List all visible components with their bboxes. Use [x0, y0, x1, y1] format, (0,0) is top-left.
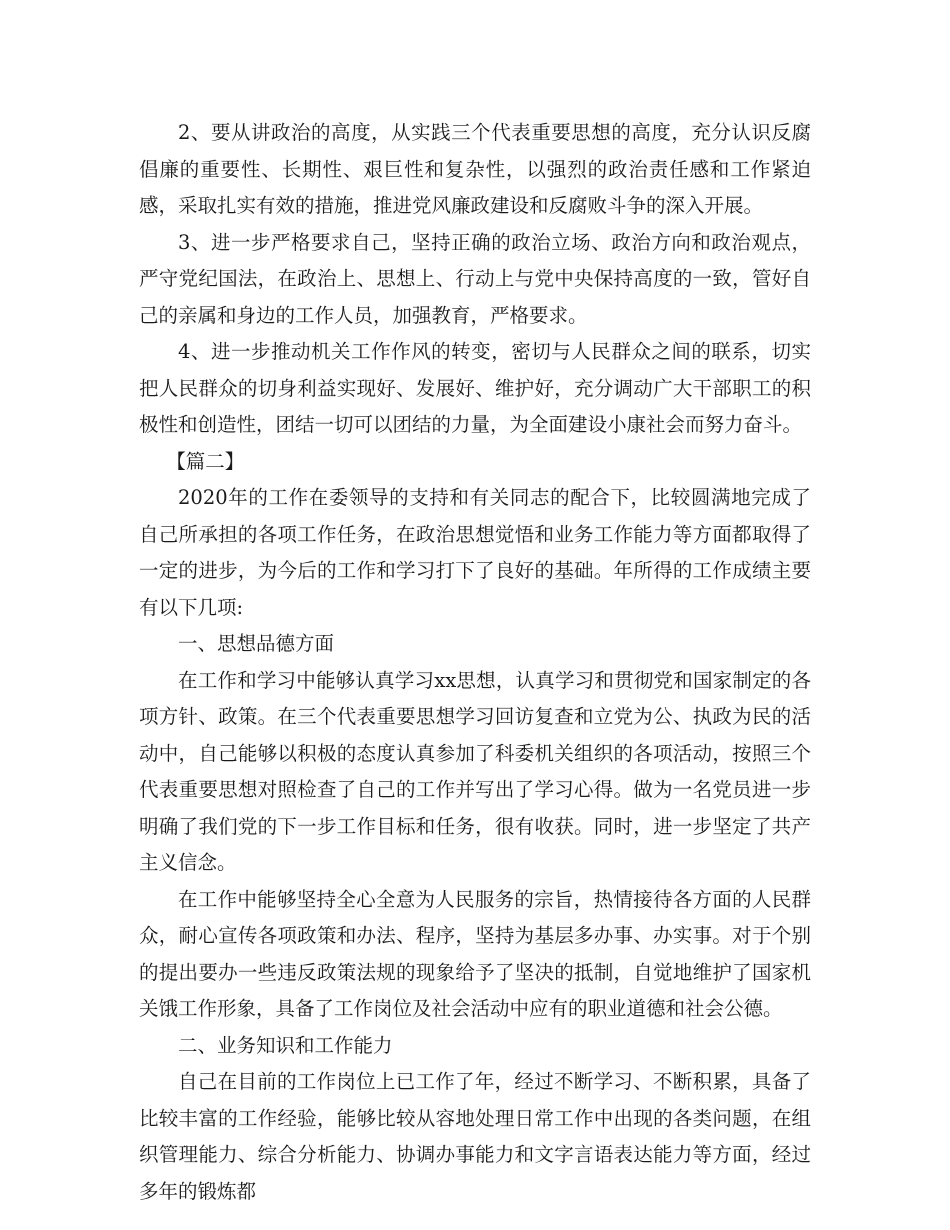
paragraph-item-2: 2、要从讲政治的高度，从实践三个代表重要思想的高度，充分认识反腐倡廉的重要性、长期性、艰巨性和复杂性，以强烈的政治责任感和工作紧迫感，采取扎实有效的措施，推进党风廉政建设和反腐败斗争的深入开展。 — [139, 121, 811, 217]
body-paragraph: 在工作和学习中能够认真学习xx思想，认真学习和贯彻党和国家制定的各项方针、政策。在三个代表重要思想学习回访复查和立党为公、执政为民的活动中，自己能够以积极的态度认真参加了科委机关组织的各项活动，按照三个代表重要思想对照检查了自己的工作并写出了学习心得。做为一名党员进一步明确了我们党的下一步工作目标和任务，很有收获。同时，进一步坚定了共产主义信念。 — [139, 668, 811, 874]
paragraph-item-3: 3、进一步严格要求自己，坚持正确的政治立场、政治方向和政治观点，严守党纪国法，在政治上、思想上、行动上与党中央保持高度的一致，管好自己的亲属和身边的工作人员，加强教育，严格要求。 — [139, 230, 811, 327]
document-body — [139, 115, 811, 1210]
section-heading: 【篇二】 — [166, 449, 245, 473]
subheading-ideology: 一、思想品德方面 — [178, 632, 335, 655]
intro-paragraph: 2020年的工作在委领导的支持和有关同志的配合下，比较圆满地完成了自己所承担的各项工作任务，在政治思想觉悟和业务工作能力等方面都取得了一定的进步，为今后的工作和学习打下了良好的基础。年所得的工作成绩主要有以下几项: — [139, 486, 811, 619]
subheading-skills: 二、业务知识和工作能力 — [178, 1033, 393, 1057]
paragraph-item-4: 4、进一步推动机关工作作风的转变，密切与人民群众之间的联系，切实把人民群众的切身利益实现好、发展好、维护好，充分调动广大干部职工的积极性和创造性，团结一切可以团结的力量，为全面建设小康社会而努力奋斗。 — [139, 340, 811, 436]
body-paragraph: 自己在目前的工作岗位上已工作了年，经过不断学习、不断积累，具备了比较丰富的工作经验，能够比较从容地处理日常工作中出现的各类问题，在组织管理能力、综合分析能力、协调办事能力和文字言语表达能力等方面，经过多年的锻炼都 — [139, 1070, 811, 1203]
body-paragraph: 在工作中能够坚持全心全意为人民服务的宗旨，热情接待各方面的人民群众，耐心宣传各项政策和办法、程序，坚持为基层多办事、办实事。对于个别的提出要办一些违反政策法规的现象给予了坚决的抵制，自觉地维护了国家机关饿工作形象，具备了工作岗位及社会活动中应有的职业道德和社会公德。 — [139, 887, 811, 1020]
